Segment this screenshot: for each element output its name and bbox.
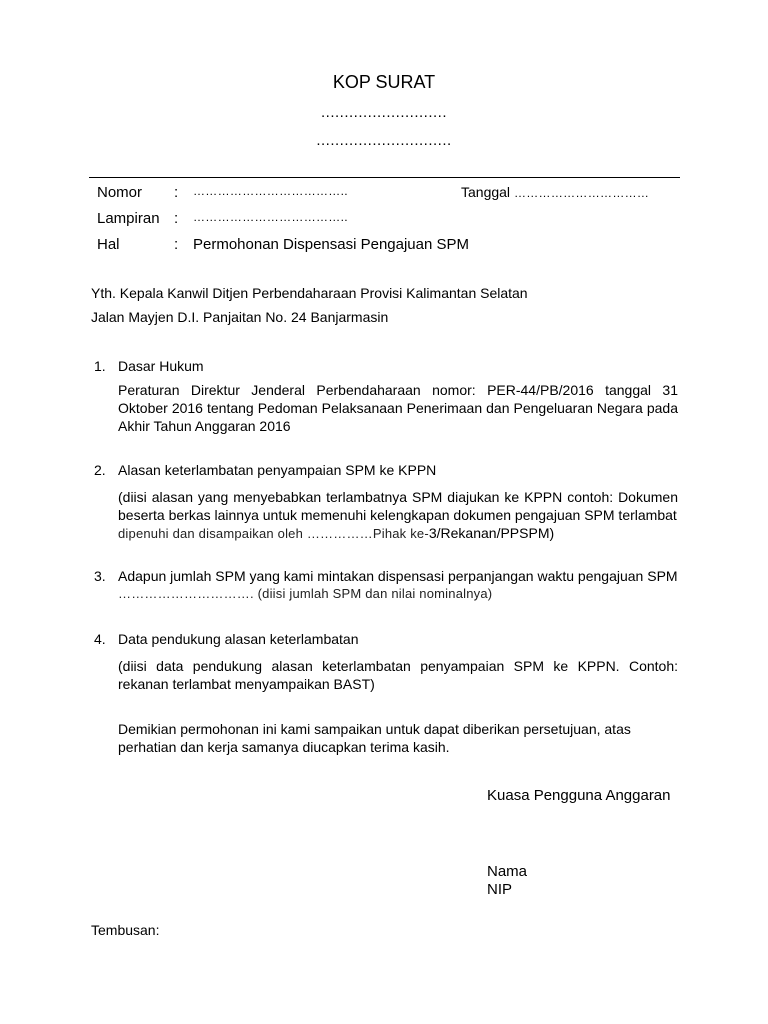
signature-name-label: Nama [487, 863, 528, 880]
item-2-text-a: (diisi alasan yang menyebabkan terlambatnya SPM diajukan ke KPPN contoh: Dokumen beserta berkas lainnya untuk memenuhi kelengkapan dokumen pengajuan SPM terlambat [118, 489, 678, 523]
tanggal-label: Tanggal [461, 184, 511, 200]
letterhead-placeholder-1: ........................... [320, 104, 448, 121]
item-3-text: …………………………. (diisi jumlah SPM dan nilai nominalnya) [118, 586, 493, 601]
item-2-text-b: dipenuhi dan disampaikan oleh ……………Pihak ke- [118, 526, 429, 541]
item-2-heading: Alasan keterlambatan penyampaian SPM ke KPPN [118, 462, 437, 478]
nomor-value: ……………………………….. [193, 184, 348, 198]
closing-paragraph: Demikian permohonan ini kami sampaikan untuk dapat diberikan persetujuan, atas perhatian dan kerja samanya diucapkan terima kasih. [118, 721, 631, 755]
tanggal-value: …………………………… [513, 186, 650, 200]
signature-title: Kuasa Pengguna Anggaran [487, 787, 671, 804]
lampiran-label: Lampiran [97, 210, 160, 227]
item-4-text: (diisi data pendukung alasan keterlambatan penyampaian SPM ke KPPN. Contoh: rekanan terlambat menyampaikan BAST) [118, 658, 678, 692]
hal-colon: : [174, 236, 179, 253]
item-4-number: 4. [94, 631, 106, 647]
item-1-text: Peraturan Direktur Jenderal Perbendaharaan nomor: PER-44/PB/2016 tanggal 31 Oktober 2016 tentang Pedoman Pelaksanaan Penerimaan dan Pengeluaran Negara pada Akhir Tahun Anggaran 2016 [118, 382, 678, 434]
hal-value: Permohonan Dispensasi Pengajuan SPM [193, 236, 469, 253]
letterhead-title: KOP SURAT [332, 72, 436, 92]
item-2-text-c: 3/Rekanan/PPSPM) [428, 525, 555, 541]
item-2-text [118, 488, 678, 543]
letterhead-divider [89, 177, 680, 178]
item-1-heading: Dasar Hukum [118, 358, 204, 374]
hal-label: Hal [97, 236, 120, 253]
lampiran-colon: : [174, 210, 179, 227]
letterhead-placeholder-2: ............................. [316, 132, 452, 149]
nomor-colon: : [174, 184, 179, 201]
nomor-label: Nomor [97, 184, 143, 201]
item-4-heading: Data pendukung alasan keterlambatan [118, 631, 359, 647]
recipient-line-1: Yth. Kepala Kanwil Ditjen Perbendaharaan Provisi Kalimantan Selatan [91, 285, 528, 301]
item-2-number: 2. [94, 462, 106, 478]
lampiran-value: ……………………………….. [193, 210, 348, 224]
item-3-heading: Adapun jumlah SPM yang kami mintakan dispensasi perpanjangan waktu pengajuan SPM [118, 568, 678, 584]
tanggal-field [461, 184, 649, 200]
item-1-number: 1. [94, 358, 106, 374]
item-3-number: 3. [94, 568, 106, 584]
tembusan-label: Tembusan: [91, 922, 160, 938]
signature-nip-label: NIP [487, 881, 513, 898]
recipient-line-2: Jalan Mayjen D.I. Panjaitan No. 24 Banjarmasin [91, 309, 389, 325]
